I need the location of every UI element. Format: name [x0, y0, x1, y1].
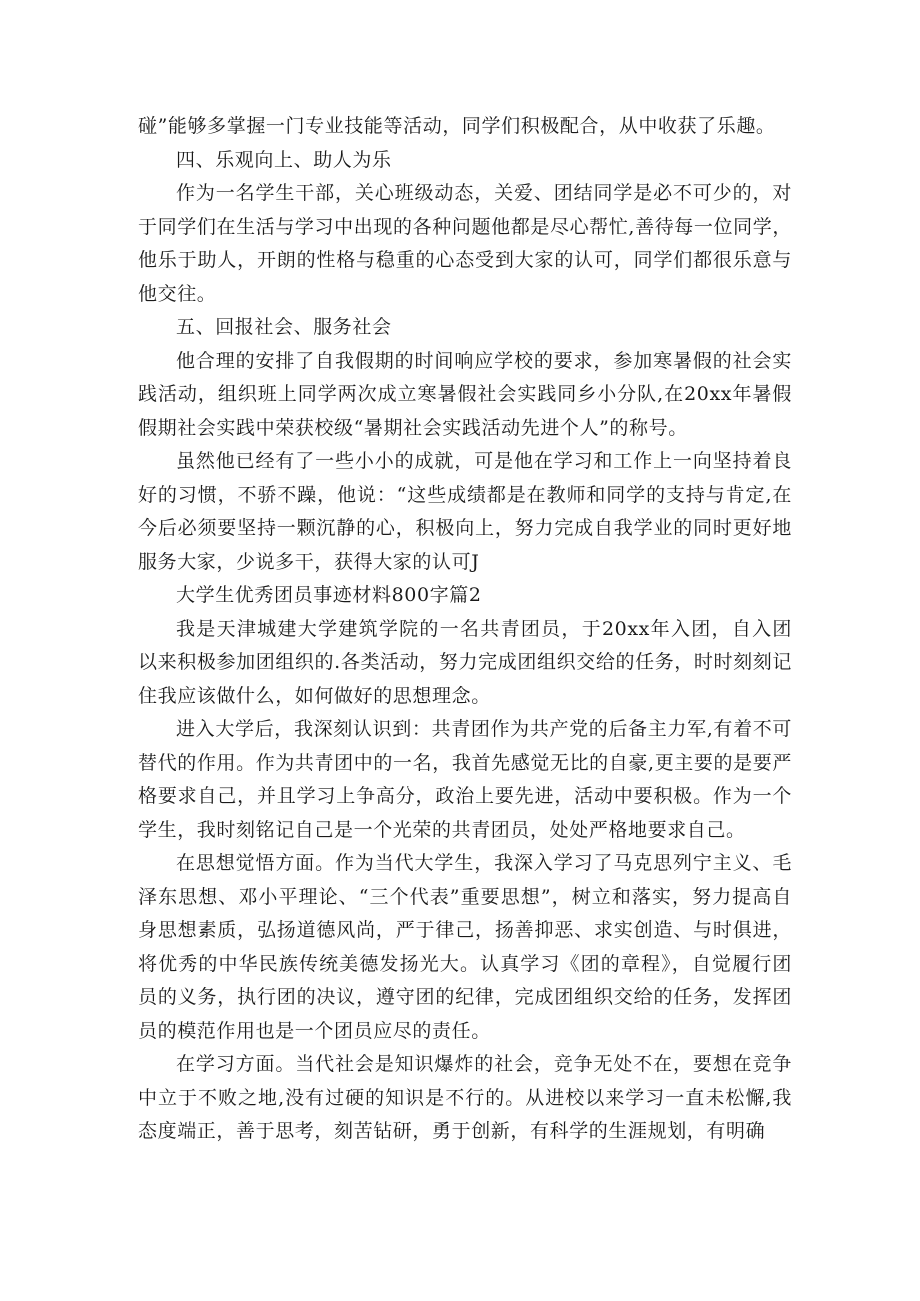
paragraph-student-leader: 作为一名学生干部，关心班级动态，关爱、团结同学是必不可少的，对于同学们在生活与学习中出现的各种问题他都是尽心帮忙,善待每一位同学，他乐于助人，开朗的性格与稳重的心态受到大家的认可，同学们都很乐意与他交往。 [138, 182, 792, 305]
article-subtitle: 大学生优秀团员事迹材料800字篇2 [176, 584, 482, 606]
paragraph-achievements: 虽然他已经有了一些小小的成就，可是他在学习和工作上一向坚持着良好的习惯，不骄不躁，他说：“这些成绩都是在教师和同学的支持与肯定,在今后必须要坚持一颗沉静的心，积极向上，努力完成自我学业的同时更好地服务大家，少说多干，获得大家的认可J [138, 450, 792, 573]
section-heading-4: 四、乐观向上、助人为乐 [176, 148, 392, 171]
section-heading-5: 五、回报社会、服务社会 [176, 316, 392, 338]
paragraph-ideology: 在思想觉悟方面。作为当代大学生，我深入学习了马克思列宁主义、毛泽东思想、邓小平理论、“三个代表”重要思想”，树立和落实，努力提高自身思想素质，弘扬道德风尚，严于律己，扬善抑恶、求实创造、与时俱进，将优秀的中华民族传统美德发扬光大。认真学习《团的章程》，自觉履行团员的义务，执行团的决议，遵守团的纪律，完成团组织交给的任务，发挥团员的模范作用也是一个团员应尽的责任。 [138, 852, 792, 1042]
paragraph-study: 在学习方面。当代社会是知识爆炸的社会，竞争无处不在，要想在竞争中立于不败之地,没有过硬的知识是不行的。从进校以来学习一直未松懈,我态度端正，善于思考，刻苦钻研，勇于创新，有科学的生涯规划，有明确 [138, 1053, 792, 1142]
paragraph-intro: 我是天津城建大学建筑学院的一名共青团员，于20xx年入团，自入团以来积极参加团组织的.各类活动，努力完成团组织交给的任务，时时刻刻记住我应该做什么，如何做好的思想理念。 [138, 617, 792, 707]
paragraph-continuation: 碰”能够多掌握一门专业技能等活动，同学们积极配合，从中收获了乐趣。 [138, 115, 776, 137]
paragraph-university: 进入大学后，我深刻认识到：共青团作为共产党的后备主力军,有着不可替代的作用。作为共青团中的一名，我首先感觉无比的自豪,更主要的是要严格要求自己，并且学习上争高分，政治上要先进，活动中要积极。作为一个学生，我时刻铭记自己是一个光荣的共青团员，处处严格地要求自己。 [138, 718, 792, 841]
paragraph-social-practice: 他合理的安排了自我假期的时间响应学校的要求，参加寒暑假的社会实践活动，组织班上同学两次成立寒暑假社会实践同乡小分队,在20xx年暑假假期社会实践中荣获校级“暑期社会实践活动先进个人”的称号。 [138, 349, 792, 439]
